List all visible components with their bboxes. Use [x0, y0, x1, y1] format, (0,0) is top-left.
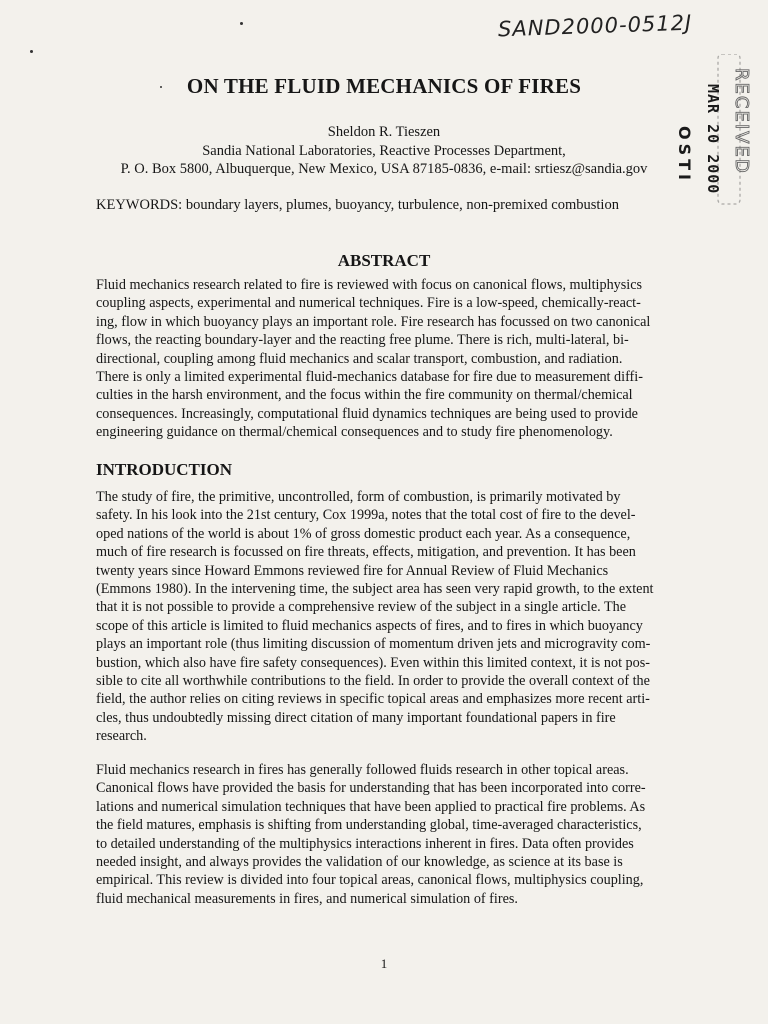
text-line: scope of this article is limited to fluid mechanics aspects of fires, and to fires in which buoyancy	[96, 617, 643, 634]
text-line: needed insight, and always provides the validation of our knowledge, as science at its base is	[96, 854, 623, 871]
stamp-received-text: RECEIVED	[731, 68, 752, 175]
text-line: sible to cite all worthwhile contributions to the field. In order to provide the overall context of the	[96, 673, 650, 690]
text-line: Fluid mechanics research in fires has generally followed fluids research in other topical areas.	[96, 762, 629, 778]
text-line: the field matures, emphasis is shifting from understanding global, time-averaged characteristics,	[96, 817, 642, 834]
text-line: culties in the harsh environment, and the focus within the fire community on thermal/chemical	[96, 387, 633, 404]
text-line: ing, flow in which buoyancy plays an important role. Fire research has focussed on two canonical	[96, 313, 651, 330]
introduction-paragraph-1	[96, 488, 686, 746]
text-line: to detailed understanding of the multiphysics interactions inherent in fires. Data often provides	[96, 835, 634, 852]
text-line: empirical. This review is divided into four topical areas, canonical flows, multiphysics coupling,	[96, 872, 644, 889]
scan-speck	[240, 22, 243, 25]
author-address: P. O. Box 5800, Albuquerque, New Mexico, USA 87185-0836, e-mail: srtiesz@sandia.gov	[120, 161, 648, 177]
text-line: (Emmons 1980). In the intervening time, the subject area has seen very rapid growth, to the extent	[96, 581, 654, 598]
text-line: directional, coupling among fluid mechanics and scalar transport, combustion, and radiation.	[96, 350, 623, 367]
text-line: oped nations of the world is about 1% of gross domestic product each year. As a consequence,	[96, 525, 631, 542]
text-line: twenty years since Howard Emmons reviewed fire for Annual Review of Fluid Mechanics	[96, 562, 609, 579]
text-line: flows, the reacting boundary-layer and the reacting free plume. There is rich, multi-lateral, bi-	[96, 332, 629, 349]
text-line: bustion, which also have fire safety consequences). Even within this limited context, it is not pos-	[96, 654, 650, 671]
text-line: field, the author relies on citing reviews in specific topical areas and emphasizes more recent arti-	[96, 691, 650, 708]
abstract-heading: ABSTRACT	[337, 251, 431, 270]
text-line: safety. In his look into the 21st century, Cox 1999a, notes that the total cost of fire to the devel-	[96, 507, 636, 524]
text-line: cles, thus undoubtedly missing direct citation of many important foundational papers in fire	[96, 709, 616, 726]
abstract-paragraph	[96, 276, 686, 442]
author-name: Sheldon R. Tieszen	[327, 124, 441, 140]
text-line: coupling aspects, experimental and numerical techniques. Fire is a low-speed, chemically-react-	[96, 295, 641, 312]
handwritten-report-number: SAND2000-0512J	[497, 10, 693, 42]
author-affiliation: Sandia National Laboratories, Reactive Processes Department,	[202, 143, 566, 159]
text-line: engineering guidance on thermal/chemical consequences and to study fire phenomenology.	[96, 424, 613, 441]
paper-title: ON THE FLUID MECHANICS OF FIRES	[186, 74, 582, 98]
text-line: that it is not possible to provide a comprehensive review of the subject in a single article. The	[96, 599, 627, 616]
text-line: The study of fire, the primitive, uncontrolled, form of combustion, is primarily motivated by	[96, 489, 621, 505]
text-line: consequences. Increasingly, computational fluid dynamics techniques are being used to provide	[96, 405, 638, 422]
introduction-heading: INTRODUCTION	[96, 460, 233, 479]
text-line: Fluid mechanics research related to fire is reviewed with focus on canonical flows, multiphysics	[96, 277, 643, 293]
text-line: Canonical flows have provided the basis for understanding that has been incorporated into corre-	[96, 780, 646, 797]
keywords-line: KEYWORDS: boundary layers, plumes, buoyancy, turbulence, non-premixed combustion	[96, 197, 619, 213]
text-line: fluid mechanical measurements in fires, and numerical simulation of fires.	[96, 890, 518, 907]
introduction-paragraph-2	[96, 761, 686, 908]
text-line: lations and numerical simulation techniques that have been applied to practical fire problems. As	[96, 798, 646, 815]
page-number: 1	[380, 956, 388, 971]
text-line: research.	[96, 728, 147, 745]
stamp-date-text: MAR 20 2000	[704, 84, 722, 195]
scan-speck	[30, 50, 33, 53]
text-line: plays an important role (thus limiting discussion of momentum driven jets and microgravity com-	[96, 636, 651, 653]
text-line: much of fire research is focussed on fire threats, effects, mitigation, and prevention. It has been	[96, 544, 636, 561]
text-line: There is only a limited experimental fluid-mechanics database for fire due to measurement diffi-	[96, 369, 643, 386]
stamp-code-text: OSTI	[675, 126, 694, 184]
